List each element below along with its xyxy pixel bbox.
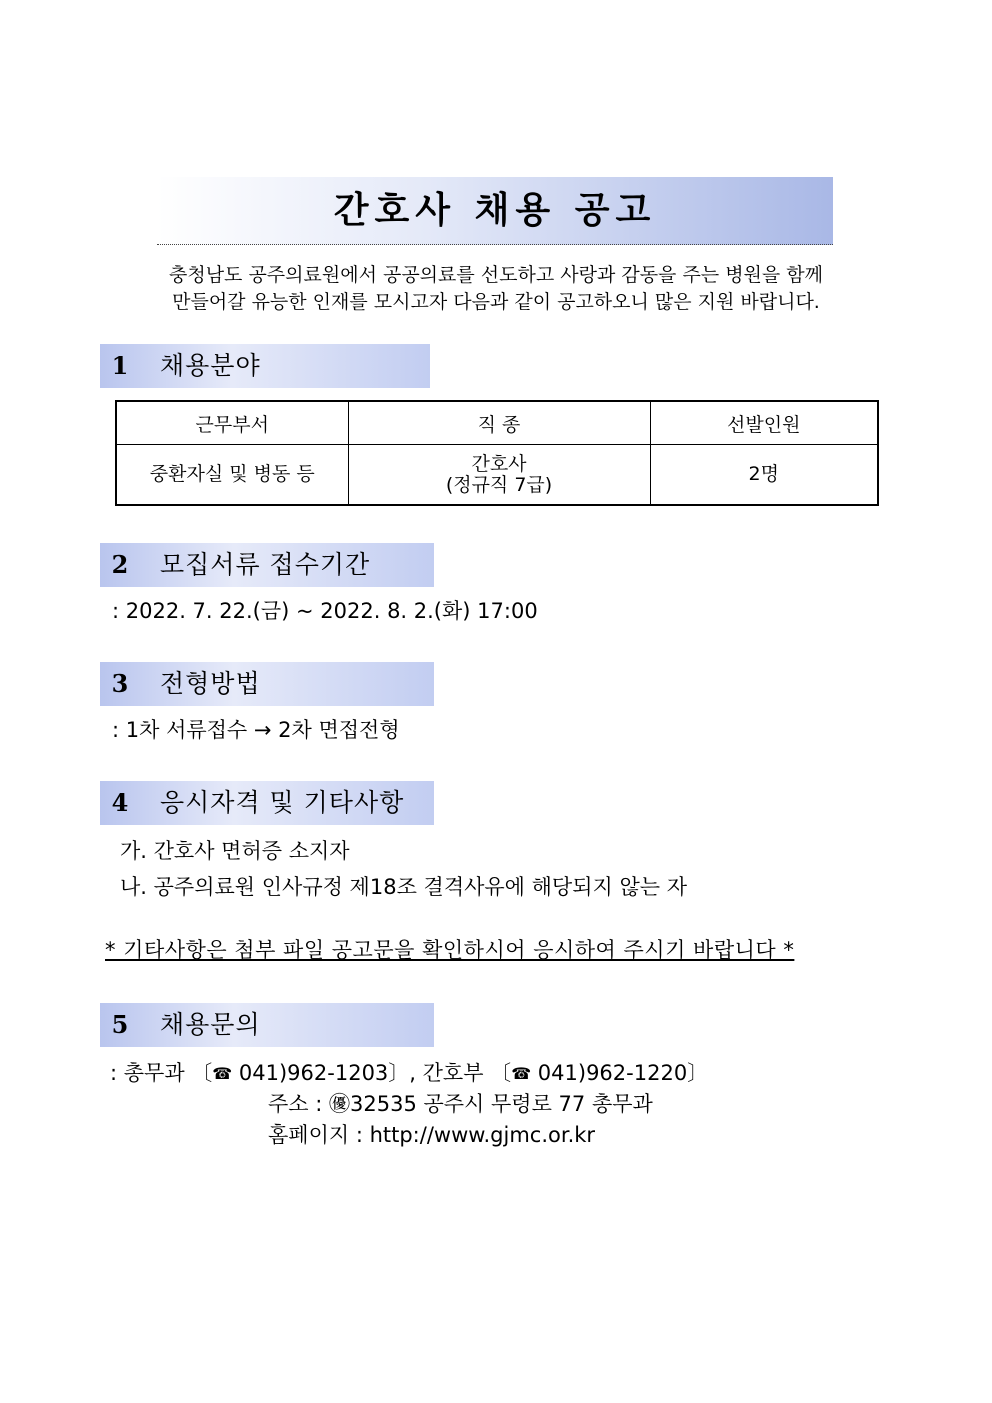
- table-row: [116, 445, 878, 506]
- contact-homepage: 홈페이지 : http://www.gjmc.or.kr: [268, 1123, 596, 1147]
- qualification-item-2: 나. 공주의료원 인사규정 제18조 결격사유에 해당되지 않는 자: [120, 875, 687, 899]
- recruit-table: [115, 400, 879, 506]
- header-dept: 근무부서: [116, 401, 348, 445]
- method-text: : 1차 서류접수 → 2차 면접전형: [112, 718, 400, 742]
- intro-line-1: 충청남도 공주의료원에서 공공의료를 선도하고 사랑과 감동을 주는 병원을 함께: [169, 264, 823, 286]
- section-header-inquiry: [100, 1003, 434, 1047]
- section-title: 전형방법: [160, 669, 261, 698]
- section-header-qualification: [100, 781, 434, 825]
- header-count: 선발인원: [650, 401, 878, 445]
- cell-dept: 중환자실 및 병동 등: [116, 445, 348, 506]
- section-number: 3: [111, 669, 129, 698]
- qualification-item-1: 가. 간호사 면허증 소지자: [120, 839, 350, 863]
- phone-icon: ☎: [212, 1064, 233, 1083]
- period-text: : 2022. 7. 22.(금) ~ 2022. 8. 2.(화) 17:00: [112, 599, 538, 623]
- section-title: 채용분야: [160, 351, 261, 380]
- section-title: 응시자격 및 기타사항: [160, 788, 405, 817]
- header-job: 직 종: [348, 401, 650, 445]
- section-number: 2: [111, 550, 129, 579]
- cell-job-line-1: 간호사: [471, 452, 527, 475]
- table-header-row: [116, 401, 878, 445]
- cell-count: 2명: [650, 445, 878, 506]
- intro-line-2: 만들어갈 유능한 인재를 모시고자 다음과 같이 공고하오니 많은 지원 바랍니다.: [172, 291, 820, 313]
- contact-prefix: : 총무과 〔: [110, 1061, 213, 1085]
- section-number: 4: [111, 788, 129, 817]
- section-number: 1: [111, 351, 129, 380]
- notice-text: * 기타사항은 첨부 파일 공고문을 확인하시어 응시하여 주시기 바랍니다 *: [105, 938, 795, 962]
- section-title: 모집서류 접수기간: [160, 550, 371, 579]
- section-title: 채용문의: [160, 1010, 261, 1039]
- cell-job: [348, 445, 650, 506]
- contact-tel-general: 041)962-1203〕, 간호부 〔: [232, 1061, 512, 1085]
- section-header-recruit-field: [100, 344, 430, 388]
- section-number: 5: [111, 1010, 129, 1039]
- cell-job-line-2: (정규직 7급): [445, 473, 553, 496]
- page-title: 간호사 채용 공고: [333, 190, 657, 231]
- contact-phone-line: [110, 1057, 708, 1087]
- section-header-method: [100, 662, 434, 706]
- contact-address: 주소 : ㊝32535 공주시 무령로 77 총무과: [268, 1092, 653, 1116]
- section-header-period: [100, 543, 434, 587]
- phone-icon: ☎: [511, 1064, 532, 1083]
- contact-tel-nursing: 041)962-1220〕: [531, 1061, 709, 1085]
